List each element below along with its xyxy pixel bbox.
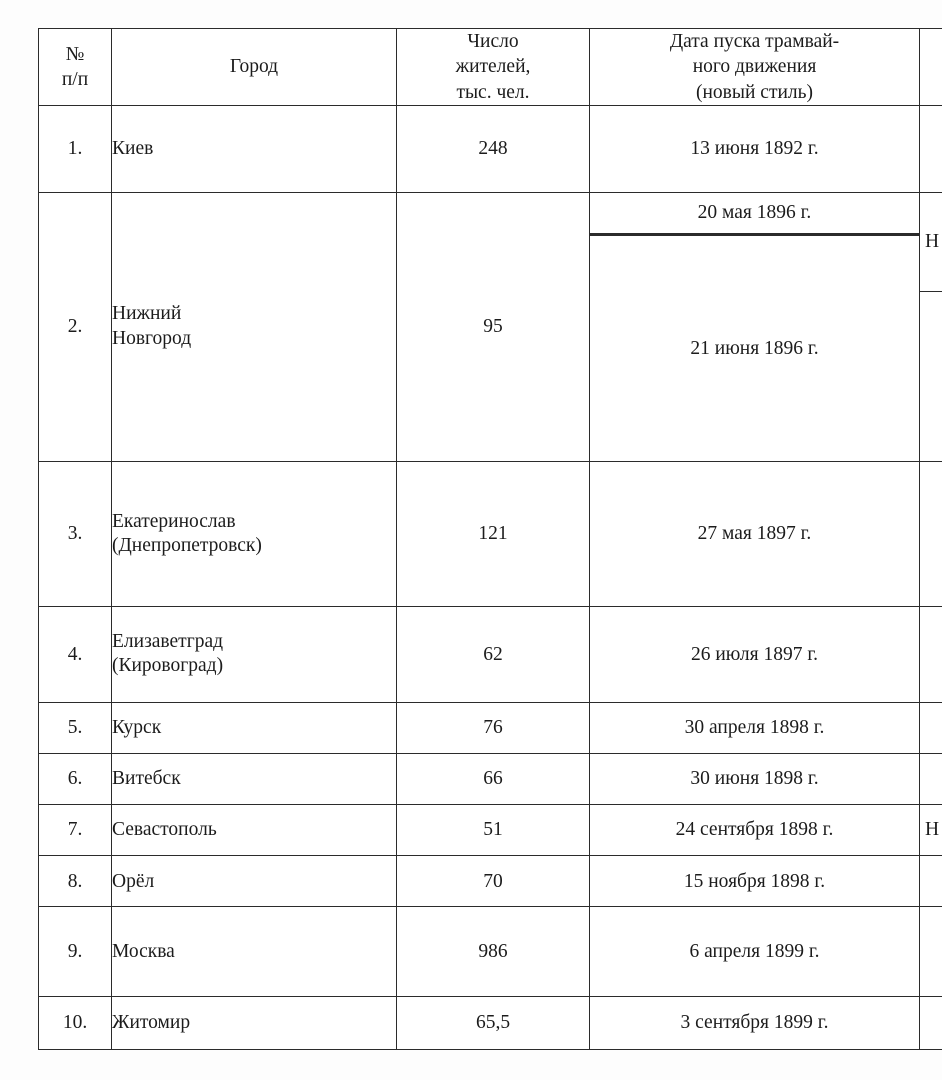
row-clipped-cell: [920, 805, 942, 856]
header-cell-clipped-column: [920, 29, 942, 106]
row-city-line1: Житомир: [112, 1012, 191, 1034]
row-population: 66: [483, 768, 503, 790]
row-clipped-cell: [920, 907, 942, 996]
clipped-subrow-bottom: [920, 291, 942, 461]
row-date-cell: [590, 702, 920, 753]
row-date: 27 мая 1897 г.: [697, 523, 812, 545]
row-population: 121: [478, 523, 508, 545]
row-city-line1: Киев: [112, 138, 154, 160]
row-date-cell: [590, 753, 920, 804]
header-population-line1: Число: [467, 31, 519, 52]
table-body: [39, 106, 942, 1050]
row-number-cell: [39, 702, 112, 753]
row-city-cell: [112, 106, 397, 193]
row-number: 4.: [67, 643, 83, 665]
row-number-cell: [39, 606, 112, 702]
header-date-line3: (новый стиль): [695, 81, 814, 103]
row-population-cell: [397, 106, 590, 193]
row-date-cell: [590, 996, 920, 1050]
row-city-lines: [112, 302, 396, 351]
row-population: 65,5: [475, 1012, 511, 1034]
row-clipped-cell: [920, 106, 942, 193]
row-clipped-cell: [920, 702, 942, 753]
row-clipped-cell-split: [920, 192, 942, 461]
row-city-cell: [112, 996, 397, 1050]
row-clipped-glyph: Н: [925, 231, 940, 253]
row-number-cell: [39, 106, 112, 193]
row-clipped-cell: [920, 606, 942, 702]
row-number-cell: [39, 907, 112, 996]
row-population: 76: [483, 717, 503, 739]
header-cell-number: [39, 29, 112, 106]
row-date-cell: [590, 106, 920, 193]
row-city-line1: Севастополь: [112, 819, 217, 841]
row-city-line1: Елизаветград: [112, 630, 224, 652]
row-date-cell: [590, 462, 920, 607]
row-number: 2.: [67, 316, 83, 338]
row-number-cell: [39, 805, 112, 856]
row-population-cell: [397, 805, 590, 856]
row-city-line1: Курск: [112, 717, 162, 739]
row-number: 1.: [67, 138, 83, 160]
row-population: 95: [483, 316, 503, 338]
row-date: 6 апреля 1899 г.: [689, 940, 820, 962]
row-city-cell: [112, 753, 397, 804]
row-clipped-text-top: [920, 193, 942, 292]
row-date: 24 сентября 1898 г.: [675, 819, 834, 841]
tram-launch-table: [38, 28, 942, 1050]
row-date-cell: [590, 805, 920, 856]
clipped-caption-above-table: [470, 0, 930, 8]
row-population-cell: [397, 462, 590, 607]
row-city-cell: [112, 192, 397, 461]
row-number: 8.: [67, 870, 83, 892]
header-number-line1: №: [65, 43, 85, 65]
row-population-cell: [397, 907, 590, 996]
header-cell-population: [397, 29, 590, 106]
row-number: 3.: [67, 523, 83, 545]
row-number: 10.: [62, 1012, 88, 1034]
row-city-cell: [112, 702, 397, 753]
row-city-line2: (Днепропетровск): [112, 535, 262, 557]
row-population-cell: [397, 996, 590, 1050]
date-subrow-bottom: [590, 234, 919, 461]
row-city-lines: [112, 630, 396, 679]
row-number: 9.: [67, 940, 83, 962]
table-row: [39, 996, 942, 1050]
row-date: 3 сентября 1899 г.: [680, 1012, 829, 1034]
table-row: [39, 753, 942, 804]
row-date-cell-split: [590, 192, 920, 461]
table-row: [39, 462, 942, 607]
header-cell-city: [112, 29, 397, 106]
row-date-top: 20 мая 1896 г.: [590, 193, 919, 235]
row-city-line1: Орёл: [112, 870, 155, 892]
header-population-line3: тыс. чел.: [456, 81, 530, 103]
row-number: 7.: [67, 819, 83, 841]
row-population-cell: [397, 702, 590, 753]
table-container: [38, 28, 942, 1050]
table-row: [39, 192, 942, 461]
row-city-line1: Нижний: [112, 303, 182, 325]
row-city-lines: [112, 510, 396, 559]
header-number-line2: п/п: [61, 69, 89, 91]
row-clipped-cell: [920, 462, 942, 607]
row-clipped-text-bottom: [920, 291, 942, 461]
row-number: 5.: [67, 717, 83, 739]
row-number-cell: [39, 996, 112, 1050]
header-population-line2: жителей,: [455, 56, 531, 78]
row-city-cell: [112, 462, 397, 607]
row-clipped-cell: [920, 996, 942, 1050]
row-population-cell: [397, 192, 590, 461]
row-number-cell: [39, 753, 112, 804]
row-date: 13 июня 1892 г.: [690, 138, 819, 160]
table-row: [39, 856, 942, 907]
row-date-cell: [590, 606, 920, 702]
row-clipped-cell: [920, 856, 942, 907]
row-population-cell: [397, 606, 590, 702]
row-population: 51: [483, 819, 503, 841]
table-row: [39, 106, 942, 193]
row-city-cell: [112, 856, 397, 907]
row-clipped-text: Н: [925, 819, 940, 841]
row-population: 248: [478, 138, 508, 160]
row-city-cell: [112, 606, 397, 702]
table-row: [39, 907, 942, 996]
row-date: 15 ноября 1898 г.: [683, 870, 826, 892]
row-city-line1: Москва: [112, 940, 175, 962]
row-population: 986: [478, 940, 508, 962]
row-population-cell: [397, 856, 590, 907]
row-population-cell: [397, 753, 590, 804]
row-number-cell: [39, 462, 112, 607]
row-date-cell: [590, 907, 920, 996]
row-number: 6.: [67, 768, 83, 790]
header-date-line2: ного движения: [692, 56, 817, 78]
header-cell-launch-date: [590, 29, 920, 106]
date-subrow-top: [590, 193, 919, 235]
clipped-subrow-top: [920, 193, 942, 292]
header-row: [39, 29, 942, 106]
table-row: [39, 805, 942, 856]
table-row: [39, 702, 942, 753]
row-city-line2: Новгород: [112, 328, 192, 350]
row-date-bottom: 21 июня 1896 г.: [590, 234, 919, 461]
row-date-cell: [590, 856, 920, 907]
table-row: [39, 606, 942, 702]
row-date: 26 июля 1897 г.: [690, 643, 819, 665]
header-city-label: Город: [229, 56, 279, 78]
clipped-subtable: [920, 193, 942, 461]
header-date-line1: Дата пуска трамвай-: [669, 31, 840, 52]
row-population: 62: [483, 643, 503, 665]
row-date: 30 апреля 1898 г.: [684, 717, 825, 739]
row-city-cell: [112, 907, 397, 996]
date-subtable: [590, 193, 919, 461]
row-city-line1: Екатеринослав: [112, 510, 236, 532]
row-date: 30 июня 1898 г.: [690, 768, 819, 790]
row-clipped-cell: [920, 753, 942, 804]
row-city-cell: [112, 805, 397, 856]
row-population: 70: [483, 870, 503, 892]
row-number-cell: [39, 856, 112, 907]
row-number-cell: [39, 192, 112, 461]
row-city-line1: Витебск: [112, 768, 181, 790]
row-city-line2: (Кировоград): [112, 655, 224, 677]
table-header: [39, 29, 942, 106]
